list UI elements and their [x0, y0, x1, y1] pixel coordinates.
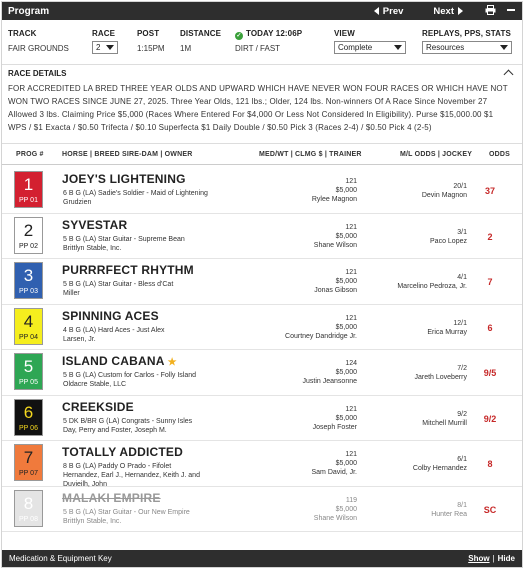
- post-position: PP 01: [19, 197, 38, 204]
- morning-line-odds: 4/1: [457, 274, 467, 281]
- horse-name[interactable]: MALAKI EMPIRE: [62, 490, 161, 505]
- col-ml: M/L ODDS | JOCKEY: [400, 151, 473, 158]
- minimize-icon[interactable]: [506, 5, 516, 18]
- col-odds: ODDS: [489, 151, 511, 158]
- current-odds: 2: [487, 231, 493, 242]
- view-select[interactable]: [334, 41, 406, 54]
- header-actions: [485, 5, 516, 18]
- program-title: Program: [8, 5, 50, 17]
- morning-line-odds: 6/1: [457, 456, 467, 463]
- replays-label: REPLAYS, PPS, STATS: [422, 29, 511, 38]
- post-position: PP 02: [19, 242, 38, 250]
- hide-button[interactable]: Hide: [497, 554, 515, 563]
- current-odds: 8: [487, 459, 493, 469]
- owner: Day, Perry and Foster, Joseph M.: [63, 426, 167, 434]
- morning-line-odds: 8/1: [457, 501, 467, 509]
- program-number: 7: [23, 448, 34, 467]
- weight: 119: [345, 496, 357, 504]
- owner: Hernandez, Earl J., Hernandez, Keith J. and: [63, 472, 200, 479]
- breeding: 4 B G (LA) Hard Aces - Just Alex: [63, 326, 165, 334]
- table-row[interactable]: [2, 350, 522, 396]
- owner: Brittlyn Stable, Inc.: [63, 244, 122, 252]
- weight: 121: [345, 405, 357, 413]
- trainer: Rylee Magnon: [311, 196, 357, 203]
- current-odds: 9/2: [483, 413, 497, 424]
- claiming-price: $5,000: [335, 505, 357, 513]
- col-horse: HORSE | BREED SIRE-DAM | OWNER: [62, 151, 193, 158]
- trainer: Justin Jeansonne: [302, 378, 357, 385]
- race-select-value: 2: [96, 43, 101, 52]
- trainer: Courtney Dandridge Jr.: [285, 332, 357, 340]
- jockey: Erica Murray: [427, 328, 467, 336]
- view-select-value: Complete: [338, 43, 373, 52]
- prev-button[interactable]: Prev: [382, 5, 404, 17]
- program-number-badge: [14, 353, 43, 390]
- jockey: Marcelino Pedroza, Jr.: [397, 283, 467, 290]
- trainer: Jonas Gibson: [314, 287, 357, 294]
- breeding: 5 B G (LA) Star Guitar - Supreme Bean: [63, 235, 185, 243]
- horse-name[interactable]: SYVESTAR: [62, 217, 128, 232]
- table-row[interactable]: [2, 168, 522, 214]
- morning-line-odds: 12/1: [453, 319, 467, 327]
- post-position: PP 04: [19, 333, 38, 341]
- trainer: Shane Wilson: [313, 241, 357, 249]
- breeding: 5 DK B/BR G (LA) Congrats - Sunny Isles: [63, 417, 193, 425]
- post-position: PP 08: [19, 515, 38, 523]
- owner: Oldacre Stable, LLC: [63, 381, 127, 388]
- chevron-left-icon[interactable]: [374, 7, 379, 15]
- weight: 121: [345, 314, 357, 322]
- program-number: 8: [23, 493, 34, 513]
- jockey: Mitchell Murrill: [422, 419, 467, 427]
- claiming-price: $5,000: [335, 232, 357, 240]
- race-details-title: RACE DETAILS: [8, 69, 67, 78]
- medication-key-bar: [2, 550, 522, 567]
- chevron-down-icon: [500, 45, 508, 50]
- claiming-price: $5,000: [335, 187, 357, 194]
- resources-select-value: Resources: [426, 43, 465, 52]
- table-row[interactable]: [2, 259, 522, 305]
- next-button[interactable]: Next: [433, 5, 454, 17]
- entries-header: [2, 143, 522, 165]
- jockey: Paco Lopez: [430, 237, 467, 245]
- program-number-badge: [14, 262, 43, 299]
- claiming-price: $5,000: [335, 323, 357, 331]
- horse-name[interactable]: PURRRFECT RHYTHM: [62, 263, 194, 277]
- chevron-down-icon: [394, 45, 402, 50]
- jockey: Hunter Rea: [431, 510, 467, 518]
- trainer: Sam David, Jr.: [311, 469, 357, 476]
- weight: 121: [345, 178, 357, 185]
- horse-name[interactable]: CREEKSIDE: [62, 399, 134, 414]
- program-number: 1: [23, 175, 34, 194]
- track-label: TRACK: [8, 29, 37, 38]
- star-icon: ★: [167, 357, 177, 368]
- view-label: VIEW: [334, 29, 355, 38]
- table-row[interactable]: [2, 305, 522, 351]
- distance-label: DISTANCE: [180, 29, 222, 38]
- morning-line-odds: 7/2: [457, 365, 467, 372]
- current-odds: 7: [487, 277, 493, 287]
- table-row[interactable]: [2, 441, 522, 487]
- divider: |: [492, 554, 495, 563]
- jockey: Devin Magnon: [421, 192, 467, 199]
- horse-name[interactable]: JOEY'S LIGHTENING: [62, 172, 186, 186]
- breeding: 8 B G (LA) Paddy O Prado - Fifolet: [63, 463, 172, 470]
- table-row[interactable]: [2, 214, 522, 260]
- race-details: [2, 64, 522, 142]
- printer-icon[interactable]: [485, 5, 496, 18]
- program-number-badge: [14, 171, 43, 208]
- morning-line-odds: 3/1: [457, 228, 467, 236]
- program-number: 2: [23, 220, 34, 240]
- weight: 121: [345, 269, 357, 276]
- owner: Brittlyn Stable, Inc.: [63, 517, 122, 525]
- breeding: 5 B G (LA) Star Guitar - Bless d'Cat: [63, 281, 174, 288]
- program-number: 4: [23, 311, 34, 331]
- check-circle-icon: ✓: [236, 33, 242, 39]
- owner: Larsen, Jr.: [63, 335, 96, 343]
- morning-line-odds: 9/2: [457, 410, 467, 418]
- col-med: MED/WT | CLMG $ | TRAINER: [259, 151, 362, 158]
- current-odds: 9/5: [483, 368, 497, 378]
- resources-select[interactable]: [422, 41, 512, 54]
- program-number-badge: [14, 490, 43, 527]
- col-prog: PROG #: [16, 151, 44, 158]
- weight: 121: [345, 451, 357, 458]
- show-button[interactable]: Show: [468, 554, 490, 563]
- program-header: [2, 2, 522, 20]
- today-status: ✓ TODAY 12:06P: [236, 29, 303, 39]
- owner: Miller: [63, 290, 80, 297]
- current-odds: 37: [484, 186, 495, 196]
- claiming-price: $5,000: [335, 278, 357, 285]
- table-row[interactable]: [2, 396, 522, 442]
- post-label: POST: [137, 29, 160, 38]
- owner: Grudzien: [63, 199, 92, 206]
- claiming-price: $5,000: [335, 414, 357, 422]
- distance-value: 1M: [180, 44, 192, 53]
- weight: 124: [345, 360, 357, 367]
- track-value: FAIR GROUNDS: [8, 44, 69, 53]
- breeding: 5 B G (LA) Custom for Carlos - Folly Island: [63, 372, 197, 379]
- program-panel: [1, 1, 523, 568]
- claiming-price: $5,000: [335, 460, 357, 467]
- jockey: Colby Hernandez: [412, 465, 467, 472]
- horse-name[interactable]: TOTALLY ADDICTED: [62, 445, 183, 459]
- program-number: 3: [23, 266, 34, 285]
- program-number-badge: [14, 308, 43, 345]
- race-info: [2, 20, 522, 56]
- race-label: RACE: [92, 29, 116, 38]
- post-position: PP 05: [19, 379, 38, 386]
- morning-line-odds: 20/1: [453, 183, 467, 190]
- chevron-right-icon[interactable]: [458, 7, 463, 15]
- trainer: Joseph Foster: [312, 423, 357, 431]
- program-number-badge: [14, 217, 43, 254]
- claiming-price: $5,000: [335, 369, 357, 376]
- program-number-badge: [14, 399, 43, 436]
- current-odds: 6: [487, 322, 493, 333]
- race-select[interactable]: [92, 41, 118, 54]
- race-conditions: FOR ACCREDITED LA BRED THREE YEAR OLDS AND UPWARD WHICH HAVE NEVER WON FOUR RACES OR WHICH HAVE NOT WON TWO RACES SINCE JUNE 27, 2025. Three Year Olds, 121 lbs.; Older, 124 lbs. Non-winners Of A Race Since November 27 Allowed 3 lbs. Claiming Price $5,000 (Races Where Entered For $4,000 Or Less Not Considered In Eligibility). Purse $15,000.00 $1 WPS / $1 Exacta / $0.50 Trifecta / $0.10 Superfecta $1 Daily Double / $0.50 Pick 3 (Races 2-4) / $0.50 Pick 4 (2-5): [8, 84, 508, 132]
- medication-key-title: Medication & Equipment Key: [9, 554, 112, 563]
- chevron-down-icon: [106, 45, 114, 50]
- post-value: 1:15PM: [137, 44, 165, 53]
- program-number: 5: [23, 357, 34, 376]
- program-number-badge: [14, 444, 43, 481]
- table-row[interactable]: [2, 487, 522, 533]
- post-position: PP 07: [19, 470, 38, 477]
- jockey: Jareth Loveberry: [414, 374, 467, 381]
- horse-name[interactable]: SPINNING ACES: [62, 308, 159, 323]
- entries-list: [2, 168, 522, 532]
- current-odds: SC: [483, 504, 497, 515]
- weight: 121: [345, 223, 357, 231]
- post-position: PP 06: [19, 424, 38, 432]
- program-number: 6: [23, 402, 34, 422]
- owner-cont: Duvieilh, John: [63, 481, 107, 488]
- breeding: 5 B G (LA) Star Guitar - Our New Empire: [63, 508, 190, 516]
- post-position: PP 03: [19, 288, 38, 295]
- trainer: Shane Wilson: [313, 514, 357, 522]
- horse-name[interactable]: ISLAND CABANA ★: [62, 354, 177, 368]
- race-nav: [374, 6, 463, 17]
- surface-value: DIRT / FAST: [235, 44, 281, 53]
- breeding: 6 B G (LA) Sadie's Soldier - Maid of Lightening: [63, 190, 208, 197]
